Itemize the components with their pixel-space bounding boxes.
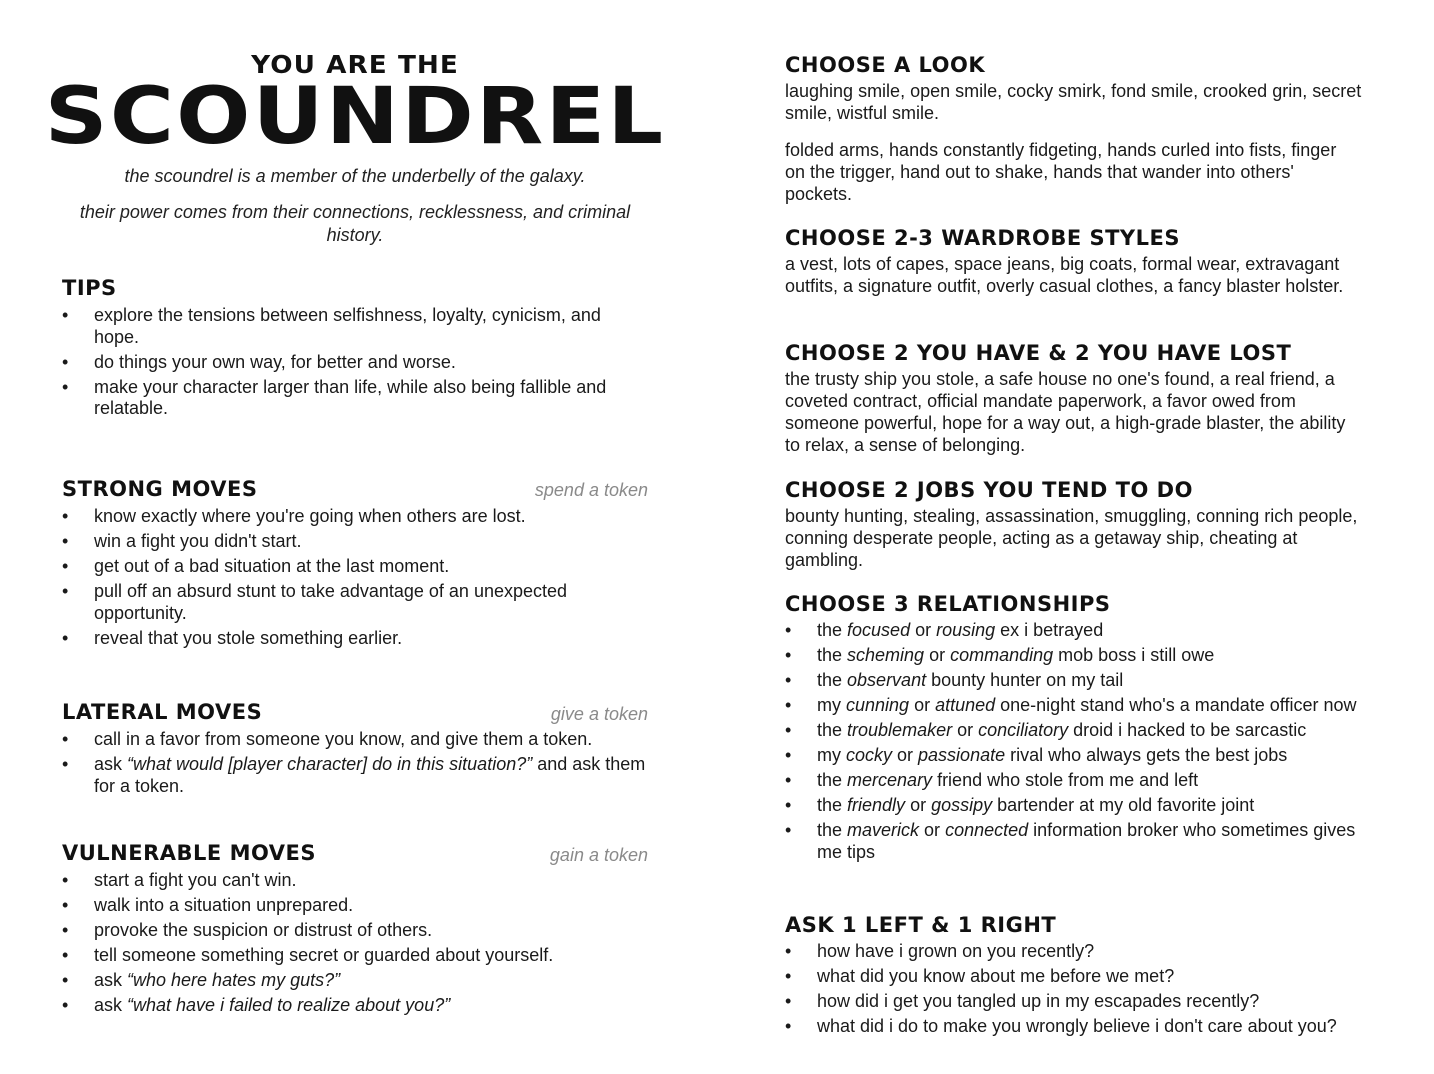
rel-prefix: the — [817, 720, 848, 740]
list-item: • what did you know about me before we met? — [785, 966, 1385, 988]
rel-adjective: focused — [847, 620, 911, 640]
strong-moves-heading: STRONG MOVES — [62, 477, 258, 501]
rel-or: or — [905, 795, 932, 815]
rel-suffix: bounty hunter on my tail — [926, 670, 1124, 690]
quoted-question: “what would [player character] do in this situation?” — [127, 754, 533, 774]
rel-or: or — [919, 820, 946, 840]
list-item — [62, 970, 648, 992]
list-item: • get out of a bad situation at the last moment. — [62, 556, 648, 578]
rel-adjective: cunning — [846, 695, 910, 715]
ask-list — [785, 941, 1385, 1041]
quoted-question: “who here hates my guts?” — [127, 970, 341, 990]
list-item: • pull off an absurd stunt to take advantage of an unexpected opportunity. — [62, 581, 648, 624]
list-item: • explore the tensions between selfishness, loyalty, cynicism, and hope. — [62, 305, 648, 348]
list-item: • call in a favor from someone you know, and give them a token. — [62, 729, 652, 751]
list-item — [62, 995, 648, 1017]
rel-prefix: the — [817, 795, 848, 815]
ask-heading: ASK 1 LEFT & 1 RIGHT — [785, 913, 1057, 937]
rel-prefix: my — [817, 745, 846, 765]
ask-text: ask — [94, 754, 128, 774]
ask-text: and ask them for a token. — [94, 754, 646, 796]
vulnerable-moves-heading: VULNERABLE MOVES — [62, 841, 316, 865]
have-lost-heading: CHOOSE 2 YOU HAVE & 2 YOU HAVE LOST — [785, 341, 1292, 365]
tips-list — [62, 305, 648, 423]
rel-or: or — [909, 695, 936, 715]
list-item — [785, 645, 1370, 667]
rel-prefix: the — [817, 670, 848, 690]
page-title: SCOUNDREL — [44, 72, 666, 162]
intro-line-1: the scoundrel is a member of the underbelly of the galaxy. — [124, 166, 586, 186]
jobs-text: bounty hunting, stealing, assassination, smuggling, conning rich people, conning desperate people, acting as a getaway ship, cheating at gambling. — [785, 506, 1358, 570]
list-item: • reveal that you stole something earlier. — [62, 628, 648, 650]
list-item: • walk into a situation unprepared. — [62, 895, 648, 917]
rel-adjective: connected — [945, 820, 1029, 840]
jobs-heading: CHOOSE 2 JOBS YOU TEND TO DO — [785, 478, 1193, 502]
list-item: • tell someone something secret or guarded about yourself. — [62, 945, 648, 967]
rel-suffix: information broker who sometimes gives me tips — [817, 820, 1356, 862]
rel-suffix: bartender at my old favorite joint — [992, 795, 1255, 815]
rel-suffix: ex i betrayed — [995, 620, 1104, 640]
look-faces: laughing smile, open smile, cocky smirk, fond smile, crooked grin, secret smile, wistful smile. — [785, 81, 1362, 123]
ask-text: ask — [94, 995, 128, 1015]
rel-adjective: gossipy — [931, 795, 993, 815]
lateral-moves-heading: LATERAL MOVES — [62, 700, 263, 724]
rel-suffix: rival who always gets the best jobs — [1005, 745, 1288, 765]
strong-moves-list — [62, 506, 648, 653]
list-item — [785, 695, 1370, 717]
list-item — [785, 670, 1370, 692]
rel-or: or — [910, 620, 937, 640]
list-item: • what did i do to make you wrongly believe i don't care about you? — [785, 1016, 1385, 1038]
rel-adjective: conciliatory — [978, 720, 1069, 740]
wardrobe-text: a vest, lots of capes, space jeans, big coats, formal wear, extravagant outfits, a signature outfit, overly casual clothes, a fancy blaster holster. — [785, 254, 1344, 296]
rel-prefix: the — [817, 820, 848, 840]
have-lost-text: the trusty ship you stole, a safe house no one's found, a real friend, a coveted contract, official mandate paperwork, a favor owed from someone powerful, hope for a way out, a high-grade blaster, the ability to relax, a sense of belonging. — [785, 369, 1346, 455]
rel-adjective: maverick — [847, 820, 920, 840]
rel-adjective: troublemaker — [847, 720, 953, 740]
list-item: • how did i get you tangled up in my escapades recently? — [785, 991, 1385, 1013]
rel-suffix: droid i hacked to be sarcastic — [1068, 720, 1307, 740]
rel-suffix: friend who stole from me and left — [932, 770, 1199, 790]
look-hands: folded arms, hands constantly fidgeting, hands curled into fists, finger on the trigger, hand out to shake, hands that wander into others' pockets. — [785, 140, 1337, 204]
list-item: • know exactly where you're going when others are lost. — [62, 506, 648, 528]
list-item: • start a fight you can't win. — [62, 870, 648, 892]
quoted-question: “what have i failed to realize about you?” — [127, 995, 451, 1015]
relationships-list — [785, 620, 1370, 867]
list-item: • do things your own way, for better and worse. — [62, 352, 648, 374]
rel-suffix: one-night stand who's a mandate officer now — [995, 695, 1357, 715]
list-item — [785, 770, 1370, 792]
rel-or: or — [892, 745, 919, 765]
rel-adjective: observant — [847, 670, 927, 690]
tips-heading: TIPS — [62, 276, 117, 300]
rel-adjective: friendly — [847, 795, 906, 815]
intro-line-2: their power comes from their connections, recklessness, and criminal history. — [79, 202, 631, 245]
rel-or: or — [924, 645, 951, 665]
rel-suffix: mob boss i still owe — [1053, 645, 1215, 665]
list-item: • make your character larger than life, while also being fallible and relatable. — [62, 377, 648, 420]
rel-prefix: my — [817, 695, 846, 715]
vulnerable-moves-list — [62, 870, 648, 1020]
rel-adjective: cocky — [846, 745, 893, 765]
list-item — [785, 820, 1370, 863]
wardrobe-heading: CHOOSE 2-3 WARDROBE STYLES — [785, 226, 1180, 250]
rel-adjective: scheming — [847, 645, 925, 665]
list-item — [785, 620, 1370, 642]
list-item: • win a fight you didn't start. — [62, 531, 648, 553]
look-heading: CHOOSE A LOOK — [785, 53, 986, 77]
lateral-moves-list — [62, 729, 652, 801]
vulnerable-moves-cost: gain a token — [549, 845, 648, 865]
rel-adjective: attuned — [935, 695, 996, 715]
rel-prefix: the — [817, 770, 848, 790]
rel-or: or — [952, 720, 979, 740]
strong-moves-cost: spend a token — [534, 480, 648, 500]
rel-adjective: mercenary — [847, 770, 933, 790]
list-item: • how have i grown on you recently? — [785, 941, 1385, 963]
ask-text: ask — [94, 970, 128, 990]
rel-adjective: commanding — [950, 645, 1054, 665]
rel-adjective: rousing — [936, 620, 996, 640]
list-item — [785, 795, 1370, 817]
list-item: • provoke the suspicion or distrust of others. — [62, 920, 648, 942]
list-item — [62, 754, 652, 797]
rel-prefix: the — [817, 620, 848, 640]
lateral-moves-cost: give a token — [550, 704, 648, 724]
rel-adjective: passionate — [918, 745, 1006, 765]
rel-prefix: the — [817, 645, 848, 665]
list-item — [785, 720, 1370, 742]
list-item — [785, 745, 1370, 767]
pre-title: YOU ARE THE — [251, 50, 459, 79]
relationships-heading: CHOOSE 3 RELATIONSHIPS — [785, 592, 1111, 616]
